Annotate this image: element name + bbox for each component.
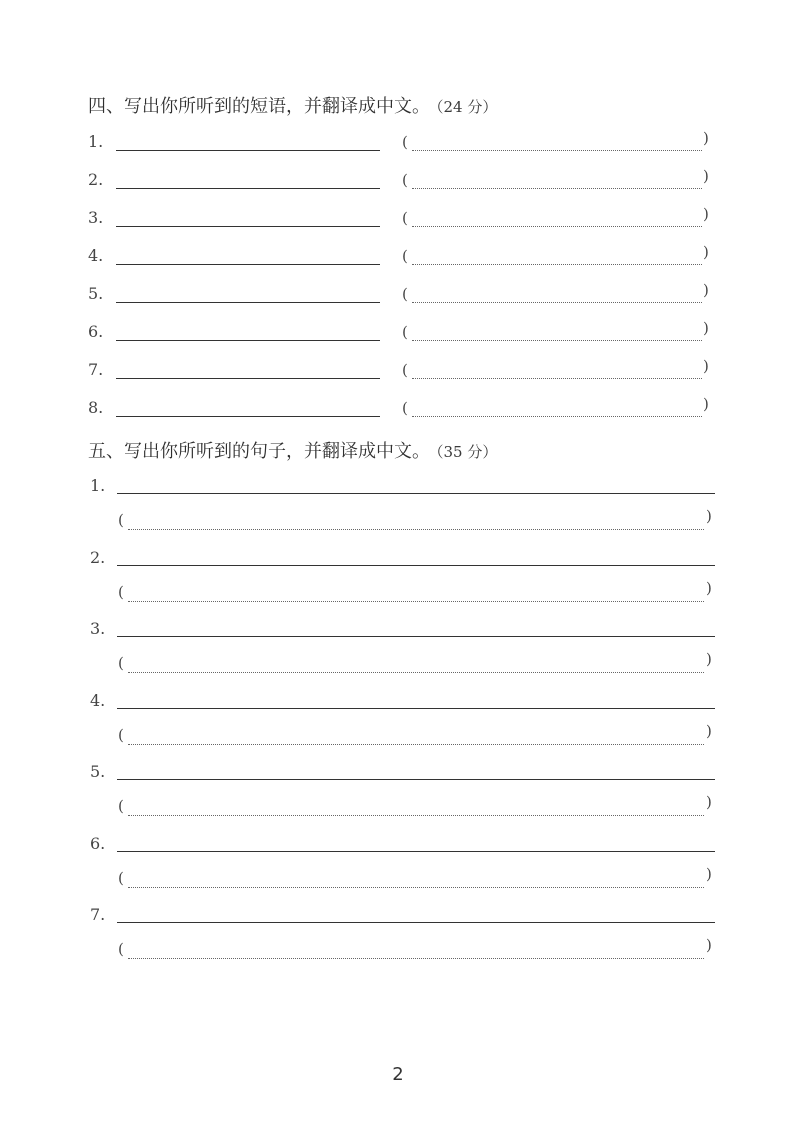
close-paren: )	[706, 793, 712, 811]
close-paren: )	[703, 281, 709, 299]
sentence-answer-line	[117, 636, 715, 637]
section5-heading	[88, 437, 497, 463]
open-paren: (	[118, 797, 124, 815]
phrase-answer-line	[116, 416, 380, 417]
sentence-answer-line	[117, 708, 715, 709]
close-paren: )	[706, 650, 712, 668]
close-paren: )	[703, 205, 709, 223]
translation-line	[412, 378, 702, 379]
sentence-row	[0, 762, 796, 822]
translation-line	[412, 226, 702, 227]
open-paren: (	[118, 940, 124, 958]
open-paren: (	[118, 654, 124, 672]
sentence-row	[0, 691, 796, 751]
sentence-row	[0, 905, 796, 965]
sentence-number: 7.	[90, 905, 106, 924]
open-paren: (	[402, 323, 408, 341]
open-paren: (	[118, 725, 124, 744]
translation-line	[412, 302, 702, 303]
phrase-answer-line	[116, 378, 380, 379]
close-paren: )	[703, 357, 709, 375]
section5-points: （35 分）	[436, 443, 498, 461]
translation-line	[128, 958, 704, 959]
translation-line	[412, 340, 702, 341]
translation-line	[412, 416, 702, 417]
phrase-number: 1.	[88, 132, 104, 151]
close-paren: )	[706, 936, 712, 954]
translation-line	[128, 744, 704, 745]
phrase-number: 3.	[88, 208, 104, 227]
close-paren: )	[703, 167, 709, 185]
open-paren: (	[118, 582, 124, 601]
phrase-number: 7.	[88, 360, 104, 379]
translation-line	[412, 150, 702, 151]
translation-line	[128, 887, 704, 888]
open-paren: (	[402, 133, 408, 151]
phrase-row	[0, 167, 796, 194]
section4-heading	[88, 92, 497, 118]
section4-title: 四、写出你所听到的短语，并翻译成中文。	[88, 96, 430, 117]
phrase-number: 4.	[88, 246, 104, 265]
sentence-row	[0, 548, 796, 608]
phrase-number: 5.	[88, 284, 104, 303]
open-paren: (	[402, 285, 408, 303]
phrase-answer-line	[116, 264, 380, 265]
phrase-row	[0, 243, 796, 270]
close-paren: )	[703, 395, 709, 413]
phrase-row	[0, 395, 796, 422]
sentence-answer-line	[117, 493, 715, 494]
sentence-row	[0, 834, 796, 894]
section5-title: 五、写出你所听到的句子，并翻译成中文。	[88, 441, 430, 462]
open-paren: (	[118, 511, 124, 529]
phrase-row	[0, 205, 796, 232]
translation-line	[412, 188, 702, 189]
sentence-number: 3.	[90, 619, 106, 638]
close-paren: )	[706, 721, 712, 740]
phrase-answer-line	[116, 150, 380, 151]
sentence-answer-line	[117, 922, 715, 923]
close-paren: )	[706, 507, 712, 525]
close-paren: )	[703, 319, 709, 337]
phrase-row	[0, 319, 796, 346]
sentence-number: 4.	[90, 690, 106, 710]
sentence-number: 6.	[90, 833, 106, 853]
sentence-row	[0, 476, 796, 536]
close-paren: )	[703, 243, 709, 261]
section4-points: （24 分）	[436, 98, 498, 116]
open-paren: (	[402, 361, 408, 379]
close-paren: )	[706, 864, 712, 883]
close-paren: )	[703, 129, 709, 147]
phrase-answer-line	[116, 302, 380, 303]
phrase-answer-line	[116, 188, 380, 189]
phrase-number: 6.	[88, 322, 104, 341]
translation-line	[128, 529, 704, 530]
phrase-answer-line	[116, 340, 380, 341]
translation-line	[128, 601, 704, 602]
sentence-answer-line	[117, 565, 715, 566]
phrase-answer-line	[116, 226, 380, 227]
open-paren: (	[402, 209, 408, 227]
sentence-number: 5.	[90, 762, 106, 781]
open-paren: (	[118, 868, 124, 887]
phrase-number: 2.	[88, 170, 104, 189]
close-paren: )	[706, 578, 712, 597]
open-paren: (	[402, 247, 408, 265]
phrase-row	[0, 357, 796, 384]
open-paren: (	[402, 399, 408, 417]
open-paren: (	[402, 171, 408, 189]
translation-line	[412, 264, 702, 265]
sentence-answer-line	[117, 851, 715, 852]
phrase-row	[0, 281, 796, 308]
translation-line	[128, 815, 704, 816]
sentence-row	[0, 619, 796, 679]
page-number: 2	[392, 1064, 404, 1085]
sentence-answer-line	[117, 779, 715, 780]
phrase-row	[0, 129, 796, 156]
sentence-number: 1.	[90, 476, 106, 495]
sentence-number: 2.	[90, 547, 106, 567]
translation-line	[128, 672, 704, 673]
phrase-number: 8.	[88, 398, 104, 417]
